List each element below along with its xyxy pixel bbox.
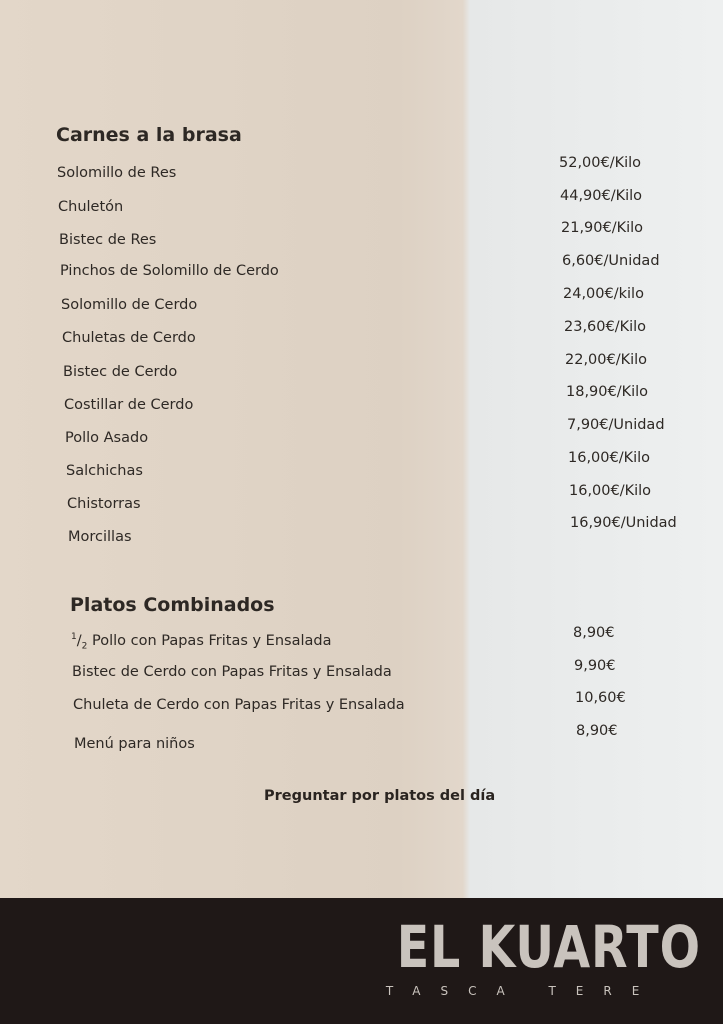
menu-item-name: Bistec de Res [59, 232, 157, 248]
menu-item-price: 18,90€/Kilo [566, 384, 649, 400]
menu-item-name: Chuletón [58, 199, 124, 215]
menu-item-price: 8,90€ [573, 625, 615, 641]
menu-item-name: $^1/_2$ Pollo con Papas Fritas y Ensalada [71, 632, 332, 652]
menu-item-name: Chuletas de Cerdo [62, 330, 196, 346]
menu-item-price: 8,90€ [576, 723, 618, 739]
menu-item-price: 44,90€/Kilo [560, 188, 643, 204]
menu-item-name: Menú para niños [74, 736, 195, 752]
section-title-carnes: Carnes a la brasa [56, 124, 242, 146]
menu-item-price: 23,60€/Kilo [564, 319, 647, 335]
menu-item-name: Morcillas [68, 529, 132, 545]
menu-item-name: Salchichas [66, 463, 143, 479]
menu-item-name: Bistec de Cerdo [63, 364, 178, 380]
menu-item-price: 24,00€/kilo [563, 286, 644, 302]
menu-item-price: 22,00€/Kilo [565, 352, 648, 368]
menu-item-price: 52,00€/Kilo [559, 155, 642, 171]
menu-item-name: Solomillo de Res [57, 165, 177, 181]
menu-item-name: Chistorras [67, 496, 141, 512]
menu-item-price: 9,90€ [574, 658, 616, 674]
menu-item-name: Pollo Asado [65, 430, 149, 446]
menu-item-price: 16,00€/Kilo [568, 450, 651, 466]
brand-name: EL KUARTO [396, 913, 701, 981]
menu-item-name: Chuleta de Cerdo con Papas Fritas y Ensalada [73, 697, 405, 713]
menu-item-label: Pollo con Papas Fritas y Ensalada [91, 632, 332, 649]
fraction-denominator: 2 [81, 641, 88, 652]
menu-item-price: 10,60€ [575, 690, 626, 706]
brand-logo [330, 913, 701, 998]
menu-item-name: Solomillo de Cerdo [61, 297, 198, 313]
menu-item-price: 16,00€/Kilo [569, 483, 652, 499]
menu-item-price: 21,90€/Kilo [561, 220, 644, 236]
menu-item-name: Costillar de Cerdo [64, 397, 194, 413]
section-title-platos: Platos Combinados [70, 594, 275, 616]
fraction-numerator: 1 [71, 632, 77, 642]
menu-item-price: 7,90€/Unidad [567, 417, 665, 433]
daily-dishes-note: Preguntar por platos del día [264, 788, 496, 804]
menu-item-name: Pinchos de Solomillo de Cerdo [60, 263, 279, 279]
footer-bar [0, 898, 723, 1024]
menu-item-name: Bistec de Cerdo con Papas Fritas y Ensalada [72, 664, 392, 680]
menu-item-price: 16,90€/Unidad [570, 515, 677, 531]
menu-item-price: 6,60€/Unidad [562, 253, 660, 269]
brand-tagline: TASCA TERE [385, 984, 660, 998]
